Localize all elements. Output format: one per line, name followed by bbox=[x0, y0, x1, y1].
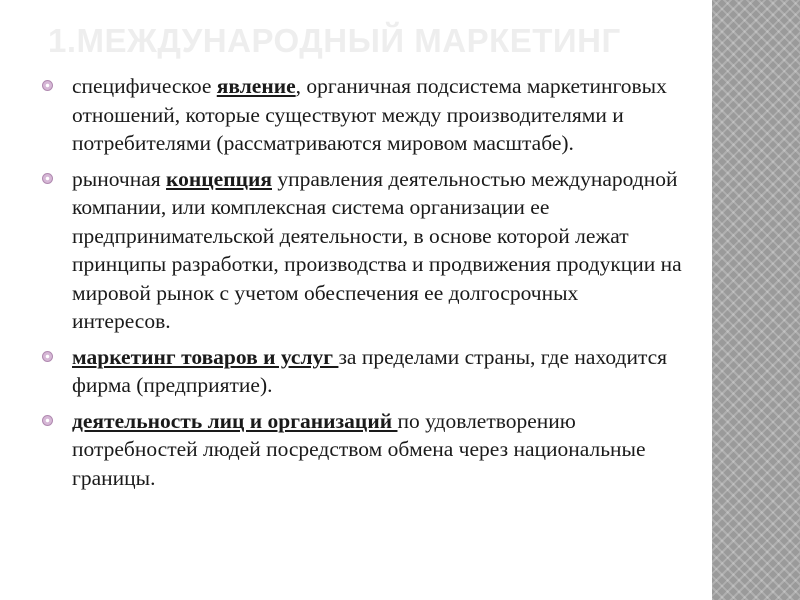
bullet-item-1 bbox=[42, 72, 682, 158]
bullet-item-4 bbox=[42, 407, 682, 493]
bullet-text-before: специфическое bbox=[72, 74, 217, 98]
decorative-side-panel bbox=[712, 0, 800, 600]
bullet-keyword: концепция bbox=[166, 166, 272, 191]
bullet-item-3 bbox=[42, 343, 682, 400]
bullet-text-after: , органичная подсистема маркетинговых отношений, которые существуют между производителями и потребителями (рассматриваются мировом масштабе). bbox=[72, 74, 667, 155]
bullet-list bbox=[42, 72, 682, 499]
bullet-text-after: управления деятельностью международной компании, или комплексная система организации ее предпринимательской деятельности, в основе которой лежат принципы разработки, производства и продвижения продукции на мировой рынок с учетом обеспечения ее долгосрочных интересов. bbox=[72, 166, 682, 333]
bullet-keyword: явление bbox=[216, 74, 296, 98]
bullet-keyword: маркетинг товаров и услуг bbox=[72, 344, 339, 369]
bullet-marker-icon bbox=[42, 415, 53, 426]
bullet-text-after: за пределами страны, где находится фирма (предприятие). bbox=[72, 344, 668, 397]
bullet-marker-icon bbox=[42, 80, 53, 91]
bullet-keyword: деятельность лиц и организаций bbox=[72, 408, 398, 433]
bullet-text-before: рыночная bbox=[72, 166, 167, 191]
bullet-marker-icon bbox=[42, 351, 53, 362]
slide-title: 1.МЕЖДУНАРОДНЫЙ МАРКЕТИНГ bbox=[48, 22, 621, 59]
bullet-marker-icon bbox=[42, 173, 53, 184]
bullet-item-2 bbox=[42, 165, 682, 336]
bullet-text-after: по удовлетворению потребностей людей посредством обмена через национальные границы. bbox=[72, 408, 646, 490]
